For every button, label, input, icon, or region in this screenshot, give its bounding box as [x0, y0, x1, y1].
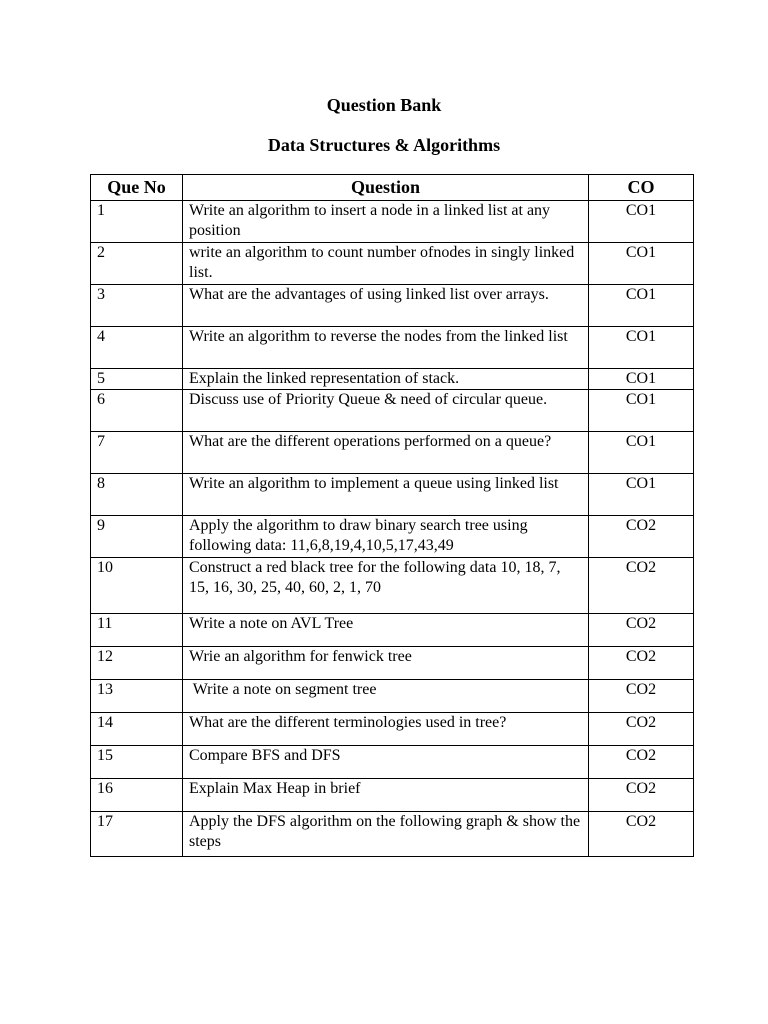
co-cell: CO2 — [589, 516, 694, 558]
table-row — [91, 680, 694, 713]
co-cell: CO1 — [589, 285, 694, 327]
table-row — [91, 516, 694, 558]
question-cell: Apply the DFS algorithm on the following graph & show the steps — [183, 812, 589, 857]
table-row — [91, 369, 694, 390]
co-cell: CO2 — [589, 647, 694, 680]
que-no-cell: 17 — [91, 812, 183, 857]
question-cell: Explain the linked representation of stack. — [183, 369, 589, 390]
page-title: Question Bank — [326, 95, 442, 115]
que-no-cell: 10 — [91, 558, 183, 614]
co-cell: CO1 — [589, 390, 694, 432]
question-cell: Compare BFS and DFS — [183, 746, 589, 779]
co-cell: CO2 — [589, 713, 694, 746]
que-no-cell: 12 — [91, 647, 183, 680]
que-no-cell: 5 — [91, 369, 183, 390]
header-question: Question — [183, 175, 589, 201]
que-no-cell: 4 — [91, 327, 183, 369]
co-cell: CO2 — [589, 558, 694, 614]
question-cell: What are the different operations performed on a queue? — [183, 432, 589, 474]
header-co: CO — [589, 175, 694, 201]
table-row — [91, 243, 694, 285]
table-row — [91, 474, 694, 516]
question-cell: What are the advantages of using linked list over arrays. — [183, 285, 589, 327]
question-cell: What are the different terminologies used in tree? — [183, 713, 589, 746]
table-row — [91, 327, 694, 369]
question-table — [90, 174, 694, 857]
co-cell: CO1 — [589, 474, 694, 516]
table-row — [91, 614, 694, 647]
question-cell: Explain Max Heap in brief — [183, 779, 589, 812]
table-row — [91, 432, 694, 474]
co-cell: CO1 — [589, 432, 694, 474]
table-row — [91, 390, 694, 432]
co-cell: CO2 — [589, 680, 694, 713]
table-header-row — [91, 175, 694, 201]
co-cell: CO1 — [589, 327, 694, 369]
co-cell: CO2 — [589, 812, 694, 857]
co-cell: CO1 — [589, 201, 694, 243]
que-no-cell: 2 — [91, 243, 183, 285]
question-cell: Write an algorithm to reverse the nodes from the linked list — [183, 327, 589, 369]
table-row — [91, 285, 694, 327]
que-no-cell: 7 — [91, 432, 183, 474]
table-row — [91, 558, 694, 614]
table-row — [91, 713, 694, 746]
que-no-cell: 11 — [91, 614, 183, 647]
co-cell: CO1 — [589, 243, 694, 285]
que-no-cell: 14 — [91, 713, 183, 746]
question-cell: Apply the algorithm to draw binary search tree using following data: 11,6,8,19,4,10,5,17,43,49 — [183, 516, 589, 558]
que-no-cell: 13 — [91, 680, 183, 713]
que-no-cell: 16 — [91, 779, 183, 812]
que-no-cell: 8 — [91, 474, 183, 516]
question-cell: Construct a red black tree for the following data 10, 18, 7, 15, 16, 30, 25, 40, 60, 2, 1, 70 — [183, 558, 589, 614]
page-subtitle: Data Structures & Algorithms — [267, 135, 501, 155]
table-row — [91, 779, 694, 812]
table-row — [91, 746, 694, 779]
que-no-cell: 6 — [91, 390, 183, 432]
question-cell: write an algorithm to count number ofnodes in singly linked list. — [183, 243, 589, 285]
question-cell: Write a note on AVL Tree — [183, 614, 589, 647]
question-cell: Write an algorithm to implement a queue using linked list — [183, 474, 589, 516]
co-cell: CO2 — [589, 779, 694, 812]
question-cell: Write a note on segment tree — [183, 680, 589, 713]
header-que-no: Que No — [91, 175, 183, 201]
que-no-cell: 15 — [91, 746, 183, 779]
question-cell: Wrie an algorithm for fenwick tree — [183, 647, 589, 680]
co-cell: CO2 — [589, 746, 694, 779]
table-row — [91, 812, 694, 857]
que-no-cell: 9 — [91, 516, 183, 558]
que-no-cell: 3 — [91, 285, 183, 327]
question-cell: Discuss use of Priority Queue & need of circular queue. — [183, 390, 589, 432]
question-cell: Write an algorithm to insert a node in a linked list at any position — [183, 201, 589, 243]
table-row — [91, 201, 694, 243]
co-cell: CO1 — [589, 369, 694, 390]
que-no-cell: 1 — [91, 201, 183, 243]
co-cell: CO2 — [589, 614, 694, 647]
table-row — [91, 647, 694, 680]
